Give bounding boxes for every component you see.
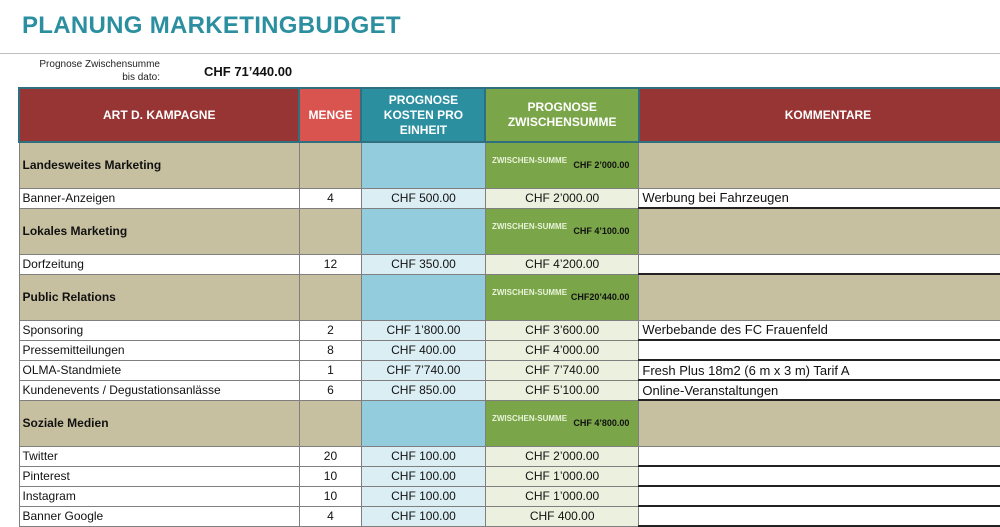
item-kommentar[interactable] xyxy=(639,446,1000,466)
category-name[interactable]: Public Relations xyxy=(19,274,299,320)
item-zwischensumme[interactable]: CHF 4’200.00 xyxy=(485,254,638,274)
category-menge-cell[interactable] xyxy=(299,274,361,320)
category-name[interactable]: Soziale Medien xyxy=(19,400,299,446)
item-zwischensumme[interactable]: CHF 7’740.00 xyxy=(485,360,638,380)
table-row xyxy=(19,320,1000,340)
summary-label-line2: bis dato: xyxy=(122,72,160,83)
category-row xyxy=(19,274,1000,320)
category-subtotal-cell[interactable] xyxy=(485,142,638,188)
header-kosten[interactable]: PROGNOSE KOSTEN PRO EINHEIT xyxy=(361,88,485,142)
item-kosten[interactable]: CHF 850.00 xyxy=(361,380,485,400)
item-kosten[interactable]: CHF 350.00 xyxy=(361,254,485,274)
category-kommentar-cell[interactable] xyxy=(639,274,1000,320)
header-art[interactable]: ART D. KAMPAGNE xyxy=(19,88,299,142)
item-menge[interactable]: 4 xyxy=(299,188,361,208)
table-row xyxy=(19,188,1000,208)
category-kommentar-cell[interactable] xyxy=(639,142,1000,188)
item-name[interactable]: Instagram xyxy=(19,486,299,506)
item-kosten[interactable]: CHF 100.00 xyxy=(361,446,485,466)
budget-table xyxy=(18,87,1000,527)
item-kommentar[interactable] xyxy=(639,340,1000,360)
item-name[interactable]: Pressemitteilungen xyxy=(19,340,299,360)
item-menge[interactable]: 6 xyxy=(299,380,361,400)
summary-value[interactable]: CHF 71’440.00 xyxy=(204,64,293,79)
table-row xyxy=(19,254,1000,274)
subtotal-label: ZWISCHEN-SUMME xyxy=(491,413,568,423)
category-row xyxy=(19,142,1000,188)
item-kommentar[interactable] xyxy=(639,506,1000,526)
item-zwischensumme[interactable]: CHF 1’000.00 xyxy=(485,466,638,486)
item-kommentar[interactable]: Online-Veranstaltungen xyxy=(639,380,1000,400)
category-subtotal: CHF 2’000.00 xyxy=(573,160,630,170)
subtotal-label: ZWISCHEN-SUMME xyxy=(491,221,568,231)
table-row xyxy=(19,446,1000,466)
item-kosten[interactable]: CHF 100.00 xyxy=(361,486,485,506)
subtotal-label: ZWISCHEN-SUMME xyxy=(491,287,568,297)
item-kommentar[interactable]: Werbung bei Fahrzeugen xyxy=(639,188,1000,208)
table-row xyxy=(19,360,1000,380)
category-subtotal: CHF20’440.00 xyxy=(570,291,630,302)
category-subtotal-cell[interactable] xyxy=(485,274,638,320)
category-row xyxy=(19,400,1000,446)
item-menge[interactable]: 1 xyxy=(299,360,361,380)
category-kosten-cell[interactable] xyxy=(361,142,485,188)
item-kosten[interactable]: CHF 7’740.00 xyxy=(361,360,485,380)
category-subtotal-cell[interactable] xyxy=(485,208,638,254)
category-row xyxy=(19,208,1000,254)
category-menge-cell[interactable] xyxy=(299,142,361,188)
item-menge[interactable]: 8 xyxy=(299,340,361,360)
category-kommentar-cell[interactable] xyxy=(639,208,1000,254)
header-row xyxy=(19,88,1000,142)
table-row xyxy=(19,506,1000,526)
item-name[interactable]: Dorfzeitung xyxy=(19,254,299,274)
category-kosten-cell[interactable] xyxy=(361,208,485,254)
item-kommentar[interactable]: Werbebande des FC Frauenfeld xyxy=(639,320,1000,340)
category-kosten-cell[interactable] xyxy=(361,400,485,446)
category-name[interactable]: Landesweites Marketing xyxy=(19,142,299,188)
category-menge-cell[interactable] xyxy=(299,400,361,446)
item-zwischensumme[interactable]: CHF 2’000.00 xyxy=(485,446,638,466)
item-kommentar[interactable] xyxy=(639,486,1000,506)
item-kommentar[interactable] xyxy=(639,254,1000,274)
item-kosten[interactable]: CHF 100.00 xyxy=(361,466,485,486)
page-title: PLANUNG MARKETINGBUDGET xyxy=(22,12,401,39)
summary-label-line1: Prognose Zwischensumme xyxy=(39,59,160,70)
item-menge[interactable]: 10 xyxy=(299,486,361,506)
item-menge[interactable]: 20 xyxy=(299,446,361,466)
item-name[interactable]: OLMA-Standmiete xyxy=(19,360,299,380)
table-row xyxy=(19,340,1000,360)
item-zwischensumme[interactable]: CHF 400.00 xyxy=(485,506,638,526)
item-kosten[interactable]: CHF 100.00 xyxy=(361,506,485,526)
item-menge[interactable]: 10 xyxy=(299,466,361,486)
category-kosten-cell[interactable] xyxy=(361,274,485,320)
item-name[interactable]: Pinterest xyxy=(19,466,299,486)
item-zwischensumme[interactable]: CHF 1’000.00 xyxy=(485,486,638,506)
category-name[interactable]: Lokales Marketing xyxy=(19,208,299,254)
table-row xyxy=(19,486,1000,506)
subtotal-label: ZWISCHEN-SUMME xyxy=(491,156,568,165)
item-name[interactable]: Twitter xyxy=(19,446,299,466)
item-zwischensumme[interactable]: CHF 5’100.00 xyxy=(485,380,638,400)
item-zwischensumme[interactable]: CHF 3’600.00 xyxy=(485,320,638,340)
item-menge[interactable]: 2 xyxy=(299,320,361,340)
item-menge[interactable]: 4 xyxy=(299,506,361,526)
header-kommentare[interactable]: KOMMENTARE xyxy=(639,88,1000,142)
header-menge[interactable]: MENGE xyxy=(299,88,361,142)
category-subtotal: CHF 4’100.00 xyxy=(573,225,630,236)
item-kommentar[interactable]: Fresh Plus 18m2 (6 m x 3 m) Tarif A xyxy=(639,360,1000,380)
category-subtotal: CHF 4’800.00 xyxy=(573,417,630,428)
item-zwischensumme[interactable]: CHF 2’000.00 xyxy=(485,188,638,208)
summary-label xyxy=(20,58,160,84)
item-name[interactable]: Kundenevents / Degustationsanlässe xyxy=(19,380,299,400)
budget-body xyxy=(19,142,1000,526)
table-row xyxy=(19,466,1000,486)
item-kommentar[interactable] xyxy=(639,466,1000,486)
title-divider xyxy=(0,53,1000,54)
item-name[interactable]: Sponsoring xyxy=(19,320,299,340)
item-name[interactable]: Banner-Anzeigen xyxy=(19,188,299,208)
item-menge[interactable]: 12 xyxy=(299,254,361,274)
item-kosten[interactable]: CHF 1’800.00 xyxy=(361,320,485,340)
item-kosten[interactable]: CHF 500.00 xyxy=(361,188,485,208)
item-kosten[interactable]: CHF 400.00 xyxy=(361,340,485,360)
category-menge-cell[interactable] xyxy=(299,208,361,254)
category-kommentar-cell[interactable] xyxy=(639,400,1000,446)
header-zwischensumme[interactable]: PROGNOSE ZWISCHENSUMME xyxy=(485,88,638,142)
item-zwischensumme[interactable]: CHF 4’000.00 xyxy=(485,340,638,360)
table-row xyxy=(19,380,1000,400)
category-subtotal-cell[interactable] xyxy=(485,400,638,446)
item-name[interactable]: Banner Google xyxy=(19,506,299,526)
